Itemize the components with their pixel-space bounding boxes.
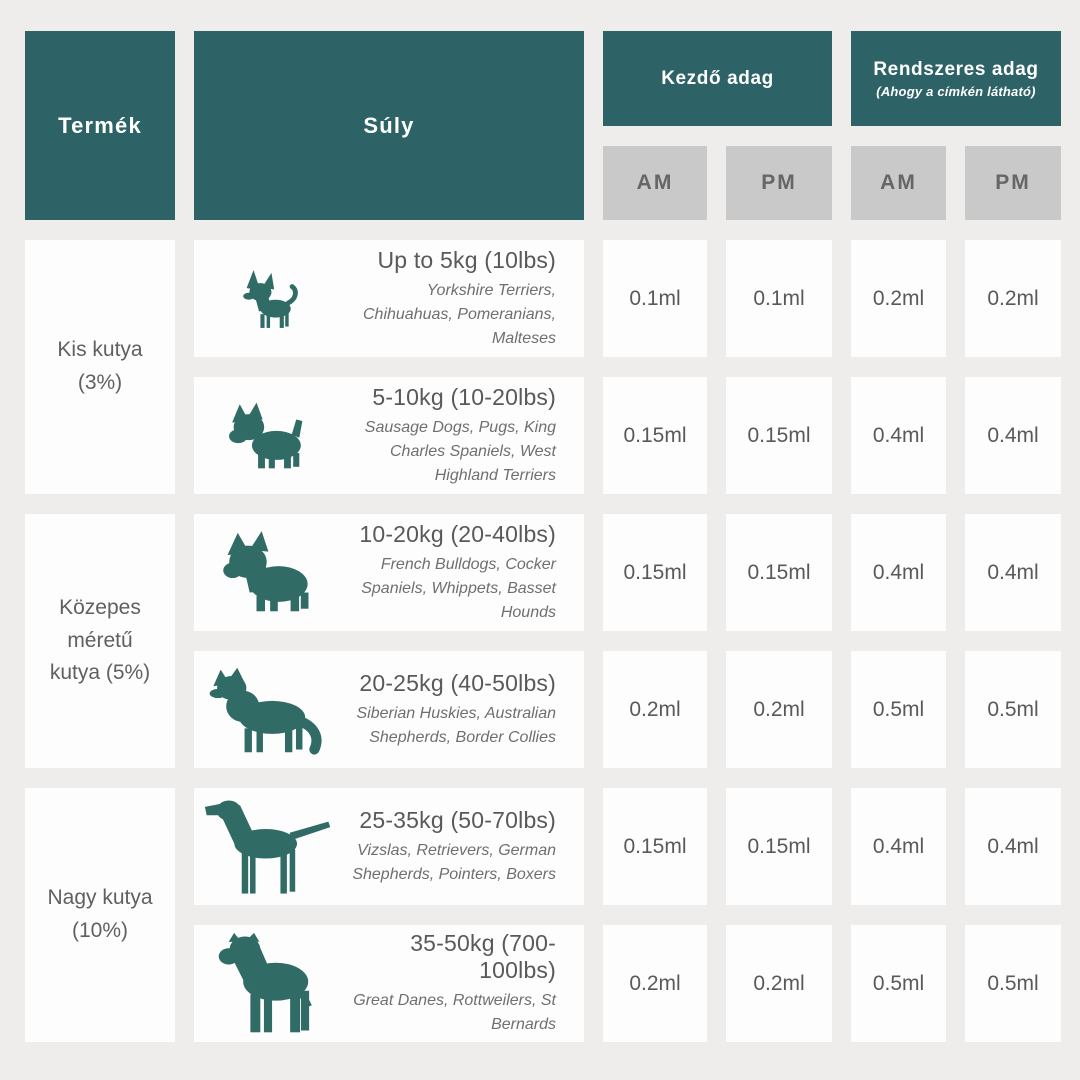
french-bulldog-icon — [219, 531, 317, 614]
weight-info — [342, 384, 584, 488]
terrier-icon — [226, 401, 310, 470]
dose-cell: 0.2ml — [726, 925, 832, 1042]
weight-range: 20-25kg (40-50lbs) — [359, 669, 556, 696]
breed-examples: Yorkshire Terriers, Chihuahuas, Pomeranians, Malteses — [362, 281, 556, 347]
dose-cell: 0.4ml — [851, 788, 946, 905]
weight-row-4 — [194, 651, 584, 768]
dog-icon-zone — [194, 664, 342, 756]
weight-range: 25-35kg (50-70lbs) — [359, 806, 556, 833]
dose-cell: 0.2ml — [726, 651, 832, 768]
dose-cell: 0.4ml — [851, 514, 946, 631]
weight-info — [342, 670, 584, 750]
dose-cell: 0.5ml — [965, 925, 1061, 1042]
weight-info — [342, 247, 584, 351]
weight-row-6 — [194, 925, 584, 1042]
dog-icon-zone — [194, 531, 342, 614]
dose-cell: 0.4ml — [965, 514, 1061, 631]
breed-examples: Great Danes, Rottweilers, St Bernards — [353, 992, 556, 1033]
breed-examples: French Bulldogs, Cocker Spaniels, Whippets, Basset Hounds — [361, 555, 556, 621]
weight-range: 10-20kg (20-40lbs) — [359, 520, 556, 547]
dog-icon-zone — [194, 929, 342, 1038]
dose-cell: 0.2ml — [965, 240, 1061, 357]
weight-row-5 — [194, 788, 584, 905]
dog-icon-zone — [194, 267, 342, 331]
dose-cell: 0.4ml — [965, 377, 1061, 494]
dose-cell: 0.15ml — [726, 514, 832, 631]
dose-cell: 0.15ml — [603, 788, 707, 905]
dose-cell: 0.5ml — [851, 925, 946, 1042]
group-label-small-dog: Kis kutya (3%) — [25, 240, 175, 494]
weight-info — [342, 521, 584, 625]
dose-cell: 0.15ml — [603, 514, 707, 631]
dose-cell: 0.2ml — [603, 651, 707, 768]
column-header-product: Termék — [25, 31, 175, 220]
dose-cell: 0.5ml — [965, 651, 1061, 768]
weight-range: Up to 5kg (10lbs) — [377, 246, 556, 273]
dose-cell: 0.5ml — [851, 651, 946, 768]
time-header-regular-am: AM — [851, 146, 946, 220]
time-header-start-pm: PM — [726, 146, 832, 220]
time-header-start-am: AM — [603, 146, 707, 220]
mastiff-icon — [207, 929, 329, 1038]
starting-dose-label: Kezdő adag — [661, 67, 774, 89]
breed-examples: Sausage Dogs, Pugs, King Charles Spaniels, West Highland Terriers — [364, 418, 556, 484]
column-header-starting-dose — [603, 31, 832, 126]
weight-row-1 — [194, 240, 584, 357]
group-label-medium-dog: Közepes méretű kutya (5%) — [25, 514, 175, 768]
dose-cell: 0.2ml — [603, 925, 707, 1042]
dose-cell: 0.15ml — [726, 788, 832, 905]
regular-dose-label: Rendszeres adag — [873, 58, 1039, 80]
time-header-regular-pm: PM — [965, 146, 1061, 220]
column-header-weight: Súly — [194, 31, 584, 220]
regular-dose-note: (Ahogy a címkén látható) — [876, 83, 1036, 99]
chihuahua-icon — [237, 267, 299, 331]
weight-info — [342, 930, 584, 1037]
pointer-icon — [201, 794, 335, 900]
weight-info — [342, 807, 584, 887]
group-label-large-dog: Nagy kutya (10%) — [25, 788, 175, 1042]
breed-examples: Vizslas, Retrievers, German Shepherds, Pointers, Boxers — [352, 841, 556, 883]
weight-range: 35-50kg (700-100lbs) — [410, 930, 556, 983]
dose-cell: 0.1ml — [726, 240, 832, 357]
weight-row-3 — [194, 514, 584, 631]
breed-examples: Siberian Huskies, Australian Shepherds, Border Collies — [356, 704, 556, 746]
weight-range: 5-10kg (10-20lbs) — [372, 383, 556, 410]
dose-cell: 0.4ml — [851, 377, 946, 494]
dose-cell: 0.2ml — [851, 240, 946, 357]
dose-cell: 0.15ml — [726, 377, 832, 494]
dose-cell: 0.1ml — [603, 240, 707, 357]
dog-icon-zone — [194, 794, 342, 900]
border-collie-icon — [206, 664, 330, 756]
column-header-regular-dose — [851, 31, 1061, 126]
weight-row-2 — [194, 377, 584, 494]
dog-icon-zone — [194, 401, 342, 470]
dose-cell: 0.4ml — [965, 788, 1061, 905]
dose-cell: 0.15ml — [603, 377, 707, 494]
